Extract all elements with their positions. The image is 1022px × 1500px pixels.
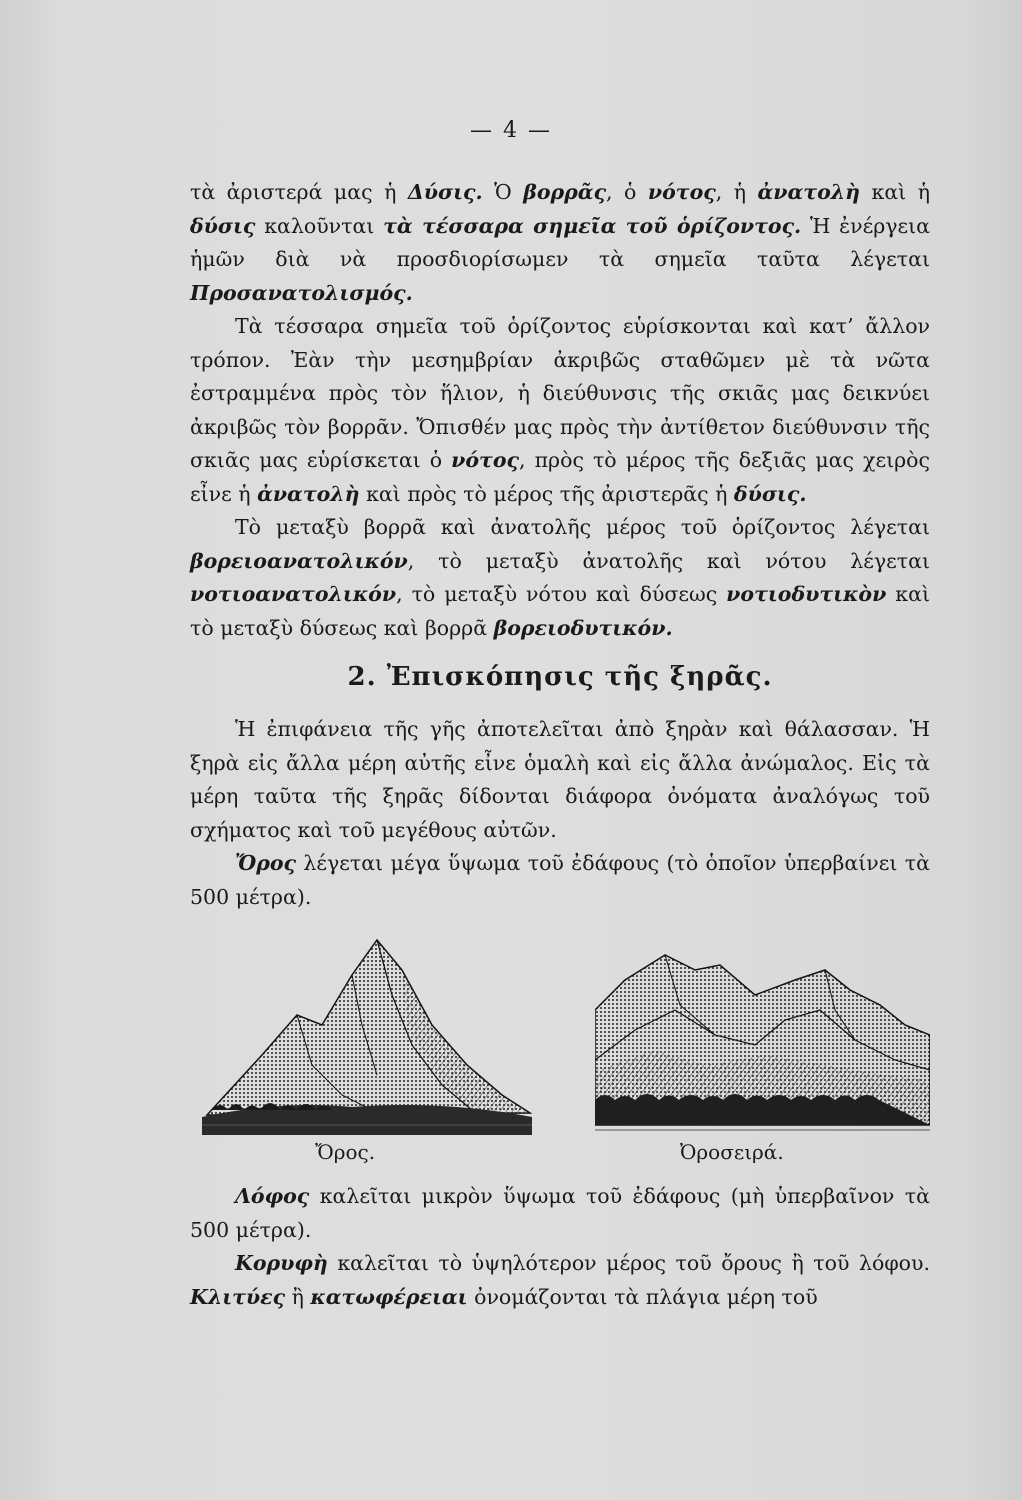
paragraph	[190, 511, 930, 645]
emphasis-term: Ὄρος	[235, 851, 296, 875]
emphasis-term: Κλιτύες	[190, 1284, 286, 1309]
paragraphs-middle	[190, 713, 930, 914]
emphasis-term: Λόφος	[235, 1184, 310, 1208]
text-run: , τὸ μεταξὺ νότου καὶ δύσεως	[396, 582, 727, 606]
page-number: — 4 —	[470, 118, 552, 143]
paragraph	[190, 310, 930, 511]
text-run: καλεῖται μικρὸν ὕψωμα τοῦ ἐδάφους (μὴ ὑπερβαῖνον τὰ 500 μέτρα).	[190, 1184, 930, 1242]
text-run: ἢ	[285, 1284, 311, 1309]
text-run: , τὸ μεταξὺ ἀνατολῆς καὶ νότου λέγεται	[407, 548, 930, 573]
text-run: τὰ ἀριστερά μας ἡ	[190, 180, 408, 204]
caption-mountain: Ὄρος.	[315, 1140, 376, 1164]
text-run: καλεῖται τὸ ὑψηλότερον μέρος τοῦ ὄρους ἢ τοῦ λόφου.	[327, 1251, 930, 1275]
emphasis-term: ἀνατολὴ	[757, 180, 861, 204]
emphasis-term: νότος	[647, 180, 716, 204]
text-run: Τὸ μεταξὺ βορρᾶ καὶ ἀνατολῆς μέρος τοῦ ὁρίζοντος λέγεται	[235, 515, 930, 539]
emphasis-term: Προσανατολισμός.	[190, 280, 413, 305]
paragraph	[190, 1180, 930, 1247]
text-run: καλοῦνται	[255, 213, 384, 238]
caption-mountain-range: Ὀροσειρά.	[680, 1140, 784, 1164]
emphasis-term: δύσις.	[733, 481, 807, 506]
paragraph	[190, 176, 930, 310]
emphasis-term: νοτιοδυτικὸν	[726, 582, 887, 606]
text-run: καὶ πρὸς τὸ μέρος τῆς ἀριστερᾶς ἡ	[359, 481, 734, 506]
emphasis-term: τὰ τέσσαρα σημεῖα τοῦ ὁρίζοντος.	[383, 213, 802, 238]
figures	[190, 935, 940, 1165]
emphasis-term: βορρᾶς	[523, 180, 607, 204]
text-run: Τὰ τέσσαρα σημεῖα τοῦ ὁρίζοντος εὑρίσκονται καὶ κατ’ ἄλλον τρόπον. Ἐὰν τὴν μεσημβρίαν ἀκριβῶς σταθῶμεν μὲ τὰ νῶτα ἐστραμμένα πρὸς τὸν ἥλιον, ἡ διεύθυνσις τῆς σκιᾶς μας δεικνύει ἀκριβῶς τὸν βορρᾶν. Ὄπισθέν μας πρὸς τὴν ἀντίθετον διεύθυνσιν τῆς σκιᾶς μας εὑρίσκεται ὁ	[190, 314, 930, 472]
paragraphs-top	[190, 176, 930, 645]
emphasis-term: δύσις	[190, 213, 256, 238]
text-run: καὶ τὸ μεταξὺ δύσεως καὶ βορρᾶ	[190, 582, 930, 640]
emphasis-term: κατωφέρειαι	[310, 1284, 468, 1309]
paragraphs-bottom	[190, 1180, 930, 1314]
text-run: Ἡ ἐπιφάνεια τῆς γῆς ἀποτελεῖται ἀπὸ ξηρὰν καὶ θάλασσαν. Ἡ ξηρὰ εἰς ἄλλα μέρη αὐτῆς εἶνε ὁμαλὴ καὶ εἰς ἄλλα ἀνώμαλος. Εἰς τὰ μέρη ταῦτα τῆς ξηρᾶς δίδονται διάφορα ὀνόματα ἀναλόγως τοῦ σχήματος καὶ τοῦ μεγέθους αὐτῶν.	[190, 717, 930, 842]
text-run: καὶ ἡ	[860, 180, 930, 204]
emphasis-term: Κορυφὴ	[235, 1251, 328, 1275]
section-title: 2. Ἐπισκόπησις τῆς ξηρᾶς.	[347, 662, 773, 692]
emphasis-term: ἀνατολὴ	[257, 481, 360, 506]
paragraph	[190, 847, 930, 914]
text-run: Ὁ	[482, 180, 524, 204]
emphasis-term: νότος	[451, 448, 520, 472]
emphasis-term: βορειοδυτικόν.	[493, 615, 673, 640]
emphasis-term: νοτιοανατολικόν	[190, 582, 397, 606]
emphasis-term: Δύσις.	[407, 180, 483, 204]
paragraph	[190, 1247, 930, 1314]
paragraph	[190, 713, 930, 847]
text-run: , ὁ	[606, 180, 648, 204]
text-run: λέγεται μέγα ὕψωμα τοῦ ἐδάφους (τὸ ὁποῖον ὑπερβαίνει τὰ 500 μέτρα).	[190, 851, 930, 909]
emphasis-term: βορειοανατολικόν	[190, 548, 408, 573]
text-run: ὀνομάζονται τὰ πλάγια μέρη τοῦ	[467, 1284, 818, 1309]
mountain-illustration	[202, 935, 532, 1135]
text-run: , ἡ	[715, 180, 758, 204]
text-run: Ἡ ἐνέργεια ἡμῶν διὰ νὰ προσδιορίσωμεν τὰ σημεῖα ταῦτα λέγεται	[190, 213, 930, 271]
text-run: , πρὸς τὸ μέρος τῆς δεξιᾶς μας χειρὸς εἶνε ἡ	[190, 448, 930, 506]
mountain-range-illustration	[595, 950, 930, 1140]
